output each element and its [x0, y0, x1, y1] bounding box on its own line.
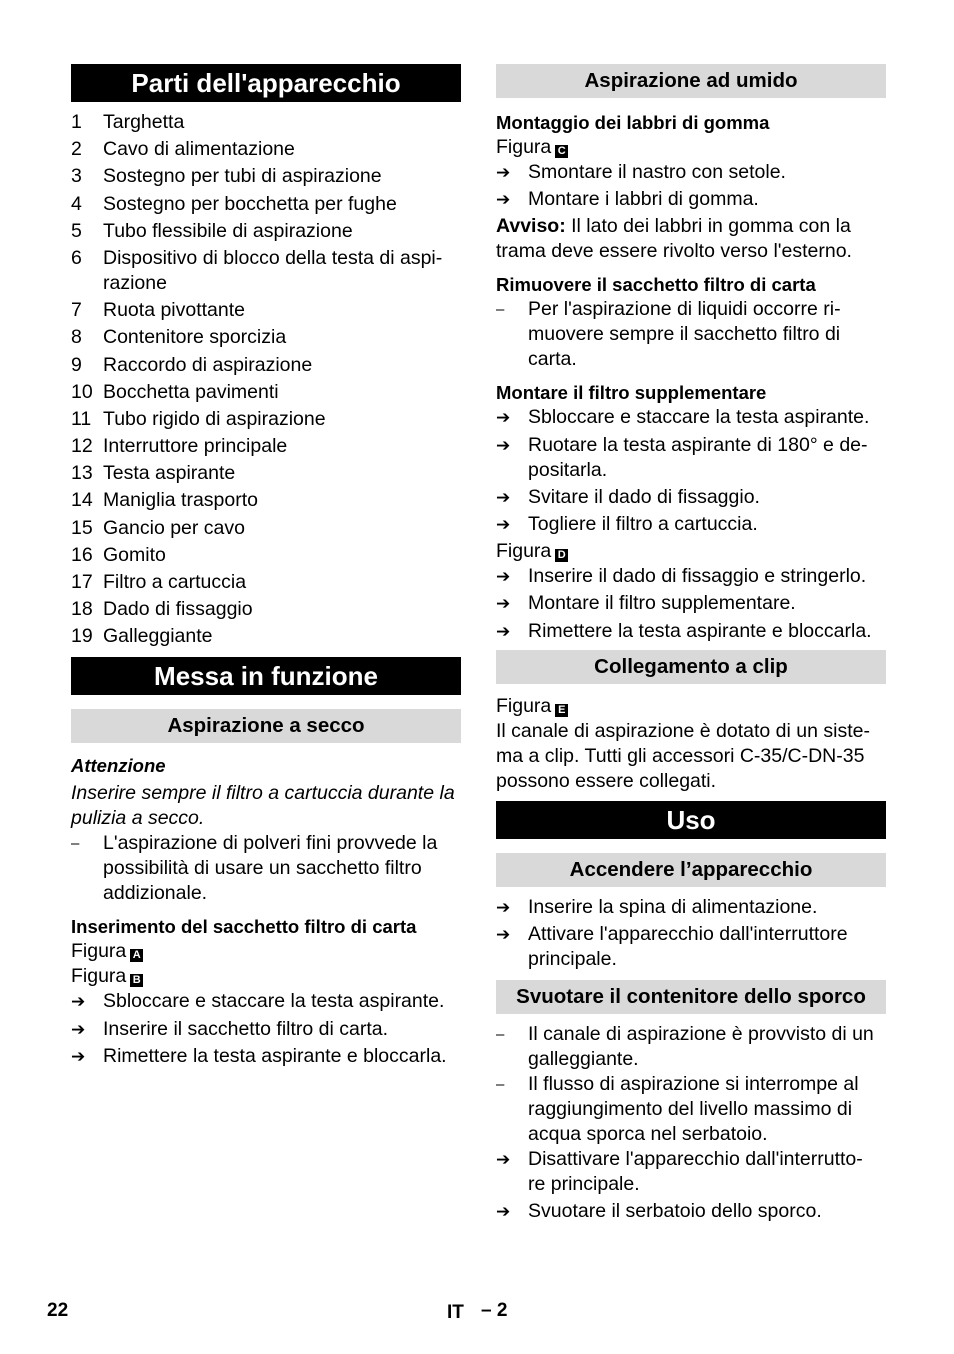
- item-number: 14: [71, 489, 93, 512]
- list-item: [496, 591, 886, 616]
- list-item: [71, 989, 461, 1014]
- item-text: Il flusso di aspirazione si interrompe al raggiungimento del livello massimo di acqua sporca nel serbatoio.: [528, 1072, 859, 1145]
- steps-montare: [496, 405, 886, 537]
- item-text: Togliere il filtro a cartuccia.: [528, 512, 758, 535]
- item-label: Dispositivo di blocco della testa di aspi- razione: [103, 246, 443, 294]
- right-column: [496, 64, 886, 1226]
- list-item: [71, 516, 461, 541]
- item-text: Rimettere la testa aspirante e bloccarla.: [528, 619, 872, 642]
- list-item: [496, 1072, 886, 1147]
- item-number: 6: [71, 246, 82, 269]
- clip-paragraph: Il canale di aspirazione è dotato di un siste- ma a clip. Tutti gli accessori C-35/C-DN-35 possono essere collegati.: [496, 719, 870, 792]
- item-text: Sbloccare e staccare la testa aspirante.: [528, 406, 870, 429]
- item-label: Ruota pivottante: [103, 299, 246, 322]
- list-item: [496, 187, 886, 212]
- item-text: Sbloccare e staccare la testa aspirante.: [103, 990, 445, 1013]
- list-item: [71, 137, 461, 162]
- arrow-right-icon: ➔: [71, 992, 86, 1012]
- list-item: [496, 895, 886, 920]
- list-item: [71, 1044, 461, 1069]
- parts-list: [71, 110, 461, 649]
- list-item: [71, 110, 461, 135]
- steps-accendere: [496, 895, 886, 972]
- list-item: [71, 219, 461, 244]
- item-text: Montare i labbri di gomma.: [528, 188, 759, 211]
- arrow-right-icon: ➔: [71, 1046, 86, 1066]
- list-item: [71, 192, 461, 217]
- list-item: [71, 488, 461, 513]
- item-label: Tubo rigido di aspirazione: [103, 407, 326, 430]
- item-text: Montare il filtro supplementare.: [528, 592, 796, 615]
- arrow-right-icon: ➔: [496, 408, 511, 428]
- list-item: [71, 597, 461, 622]
- list-item: [71, 325, 461, 350]
- list-item: – Per l'aspirazione di liquidi occorre ri- muovere sempre il sacchetto filtro di carta.: [496, 298, 841, 371]
- item-number: 15: [71, 516, 93, 539]
- dash-svuotare: [496, 1022, 886, 1147]
- dash-bullet-icon: –: [496, 301, 505, 319]
- figure-letter-d: D: [555, 549, 568, 562]
- subsection-aspirazione-umido: Aspirazione ad umido: [496, 64, 886, 98]
- arrow-right-icon: ➔: [71, 1019, 86, 1039]
- item-label: Dado di fissaggio: [103, 598, 253, 621]
- item-label: Gancio per cavo: [103, 516, 245, 539]
- item-label: Sostegno per tubi di aspirazione: [103, 165, 382, 188]
- item-number: 3: [71, 165, 82, 188]
- heading-montare-filtro: Montare il filtro supplementare: [496, 382, 767, 404]
- item-number: 19: [71, 625, 93, 648]
- arrow-right-icon: ➔: [496, 924, 511, 944]
- item-number: 5: [71, 219, 82, 242]
- figura-ref-d: Figura D: [496, 539, 886, 564]
- item-label: Tubo flessibile di aspirazione: [103, 219, 353, 242]
- arrow-right-icon: ➔: [496, 1201, 511, 1221]
- arrow-right-icon: ➔: [496, 487, 511, 507]
- arrow-right-icon: ➔: [496, 594, 511, 614]
- steps-svuotare: [496, 1147, 886, 1224]
- item-label: Cavo di alimentazione: [103, 138, 295, 161]
- item-label: Sostegno per bocchetta per fughe: [103, 192, 397, 215]
- item-label: Gomito: [103, 543, 166, 566]
- item-number: 13: [71, 462, 93, 485]
- item-label: Galleggiante: [103, 625, 213, 648]
- figure-letter-b: B: [130, 974, 143, 987]
- language-code: IT: [447, 1302, 464, 1323]
- list-item: [496, 433, 886, 483]
- subsection-svuotare: Svuotare il contenitore dello sporco: [496, 980, 886, 1014]
- list-item: [496, 922, 886, 972]
- list-item: [71, 434, 461, 459]
- item-number: 2: [71, 138, 82, 161]
- figure-letter-a: A: [130, 949, 143, 962]
- item-number: 1: [71, 111, 82, 133]
- item-label: Bocchetta pavimenti: [103, 380, 279, 403]
- item-number: 12: [71, 435, 93, 458]
- heading-rimuovere: Rimuovere il sacchetto filtro di carta: [496, 274, 816, 296]
- item-number: 11: [71, 407, 92, 430]
- item-number: 7: [71, 299, 82, 322]
- item-number: 17: [71, 571, 93, 593]
- section-title-parti: Parti dell'apparecchio: [71, 64, 461, 102]
- list-item: [71, 298, 461, 323]
- item-number: 18: [71, 598, 93, 621]
- section-title-messa-in-funzione: Messa in funzione: [71, 657, 461, 695]
- item-number: 10: [71, 380, 93, 403]
- list-item: [496, 619, 886, 644]
- list-item: [496, 405, 886, 430]
- arrow-right-icon: ➔: [496, 435, 511, 455]
- steps-secco: [71, 989, 461, 1068]
- item-number: 8: [71, 326, 82, 349]
- list-item: [71, 246, 461, 296]
- item-text: Ruotare la testa aspirante di 180° e de- positarla.: [528, 433, 868, 481]
- dash-bullet-icon: –: [71, 835, 80, 853]
- list-item: [71, 624, 461, 649]
- page-number: 22: [47, 1300, 69, 1321]
- heading-montaggio: Montaggio dei labbri di gomma: [496, 112, 770, 133]
- list-item: [71, 1017, 461, 1042]
- dash-bullet-icon: –: [496, 1075, 505, 1093]
- item-text: Smontare il nastro con setole.: [528, 161, 786, 183]
- list-item: [71, 353, 461, 378]
- item-label: Filtro a cartuccia: [103, 571, 247, 593]
- list-item: [496, 160, 886, 185]
- list-item: [496, 1022, 886, 1072]
- figura-ref-c: Figura C: [496, 135, 886, 160]
- item-label: Contenitore sporcizia: [103, 326, 287, 349]
- list-item: [496, 564, 886, 589]
- list-item: [496, 1199, 886, 1224]
- figure-letter-c: C: [555, 145, 568, 158]
- item-number: 4: [71, 192, 82, 215]
- item-text: Inserire il dado di fissaggio e stringerlo.: [528, 565, 867, 588]
- attenzione-text: Inserire sempre il filtro a cartuccia durante la pulizia a secco.: [71, 782, 455, 830]
- figura-ref-b: Figura B: [71, 964, 461, 989]
- section-title-uso: Uso: [496, 801, 886, 839]
- arrow-right-icon: ➔: [496, 190, 511, 210]
- item-label: Targhetta: [103, 111, 185, 133]
- list-item: [71, 164, 461, 189]
- list-item: [496, 1147, 886, 1197]
- item-text: Rimettere la testa aspirante e bloccarla.: [103, 1044, 447, 1067]
- list-item: [71, 461, 461, 486]
- figure-letter-e: E: [555, 704, 568, 717]
- steps-montare-2: [496, 564, 886, 643]
- item-label: Interruttore principale: [103, 435, 288, 458]
- list-item: – L'aspirazione di polveri fini provvede la possibilità di usare un sacchetto filtro addizionale.: [71, 832, 438, 905]
- item-text: Inserire il sacchetto filtro di carta.: [103, 1017, 389, 1040]
- item-label: Maniglia trasporto: [103, 489, 258, 512]
- heading-inserimento: Inserimento del sacchetto filtro di carta: [71, 916, 417, 938]
- subsection-aspirazione-secco: Aspirazione a secco: [71, 709, 461, 743]
- dash-bullet-icon: –: [496, 1025, 505, 1043]
- item-text: Attivare l'apparecchio dall'interruttore principale.: [528, 922, 848, 970]
- list-item: [71, 380, 461, 405]
- list-item: [496, 485, 886, 510]
- arrow-right-icon: ➔: [496, 897, 511, 917]
- list-item: [71, 407, 461, 432]
- arrow-right-icon: ➔: [496, 514, 511, 534]
- item-text: Inserire la spina di alimentazione.: [528, 895, 818, 918]
- steps-montaggio: [496, 160, 886, 212]
- list-item: [71, 570, 461, 595]
- attenzione-heading: Attenzione: [71, 755, 166, 777]
- arrow-right-icon: ➔: [496, 1149, 511, 1169]
- item-number: 9: [71, 353, 82, 376]
- item-number: 16: [71, 543, 93, 566]
- item-text: Il canale di aspirazione è provvisto di un galleggiante.: [528, 1022, 874, 1070]
- subsection-accendere: Accendere l’apparecchio: [496, 853, 886, 887]
- sub-page-number: – 2: [481, 1300, 508, 1321]
- subsection-collegamento-clip: Collegamento a clip: [496, 650, 886, 684]
- item-text: Svuotare il serbatoio dello sporco.: [528, 1199, 822, 1222]
- list-item: [496, 512, 886, 537]
- list-item: [71, 543, 461, 568]
- item-label: Testa aspirante: [103, 462, 236, 485]
- figura-ref-a: Figura A: [71, 939, 461, 964]
- item-text: Disattivare l'apparecchio dall'interrutto- re principale.: [528, 1147, 863, 1195]
- left-column: [71, 64, 461, 1071]
- item-text: Svitare il dado di fissaggio.: [528, 485, 760, 508]
- avviso-paragraph: Avviso: Il lato dei labbri in gomma con la trama deve essere rivolto verso l'esterno.: [496, 215, 852, 263]
- item-label: Raccordo di aspirazione: [103, 353, 313, 376]
- arrow-right-icon: ➔: [496, 567, 511, 587]
- figura-ref-e: Figura E: [496, 694, 886, 719]
- arrow-right-icon: ➔: [496, 163, 511, 182]
- arrow-right-icon: ➔: [496, 621, 511, 641]
